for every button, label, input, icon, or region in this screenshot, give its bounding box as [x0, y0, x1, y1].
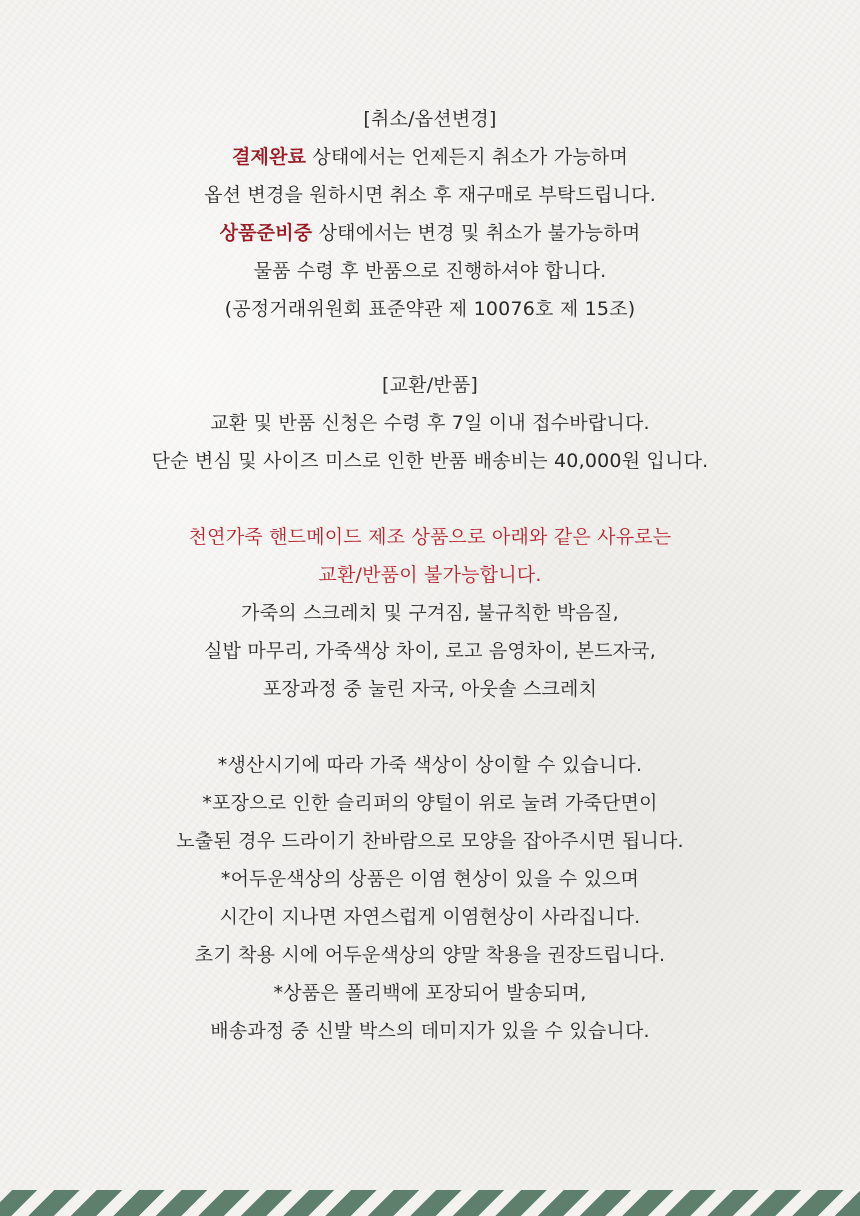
handmade-warning-2: 교환/반품이 불가능합니다.	[318, 564, 542, 586]
note-line-7: *상품은 폴리백에 포장되어 발송되며,	[273, 982, 587, 1004]
cancel-line-4: 물품 수령 후 반품으로 진행하셔야 합니다.	[253, 260, 607, 282]
defect-line-1: 가죽의 스크레치 및 구겨짐, 불규칙한 박음질,	[241, 602, 619, 624]
preparing-highlight: 상품준비중	[219, 222, 313, 244]
cancel-line-1	[0, 138, 860, 176]
exchange-line-2: 단순 변심 및 사이즈 미스로 인한 반품 배송비는 40,000원 입니다.	[151, 450, 709, 472]
cancel-option-heading: [취소/옵션변경]	[363, 108, 497, 130]
section-spacer	[0, 328, 860, 366]
note-line-2: *포장으로 인한 슬리퍼의 양털이 위로 눌려 가죽단면이	[202, 792, 658, 814]
section-spacer	[0, 480, 860, 518]
cancel-line-5: (공정거래위원회 표준약관 제 10076호 제 15조)	[224, 298, 636, 320]
note-line-5: 시간이 지나면 자연스럽게 이염현상이 사라집니다.	[219, 906, 641, 928]
handmade-warning-1: 천연가죽 핸드메이드 제조 상품으로 아래와 같은 사유로는	[188, 526, 672, 548]
note-line-6: 초기 착용 시에 어두운색상의 양말 착용을 권장드립니다.	[194, 944, 666, 966]
notice-content	[0, 100, 860, 1050]
cancel-line-3-text: 상태에서는 변경 및 취소가 불가능하며	[312, 222, 641, 244]
exchange-return-heading: [교환/반품]	[381, 374, 479, 396]
section-spacer	[0, 708, 860, 746]
note-line-3: 노출된 경우 드라이기 찬바람으로 모양을 잡아주시면 됩니다.	[176, 830, 684, 852]
payment-complete-highlight: 결제완료	[231, 146, 307, 168]
striped-border	[0, 1190, 860, 1216]
cancel-line-2: 옵션 변경을 원하시면 취소 후 재구매로 부탁드립니다.	[204, 184, 656, 206]
cancel-line-1-text: 상태에서는 언제든지 취소가 가능하며	[306, 146, 629, 168]
note-line-4: *어두운색상의 상품은 이염 현상이 있을 수 있으며	[220, 868, 640, 890]
note-line-8: 배송과정 중 신발 박스의 데미지가 있을 수 있습니다.	[210, 1020, 650, 1042]
defect-line-2: 실밥 마무리, 가죽색상 차이, 로고 음영차이, 본드자국,	[203, 640, 657, 662]
cancel-line-3	[0, 214, 860, 252]
note-line-1: *생산시기에 따라 가죽 색상이 상이할 수 있습니다.	[217, 754, 643, 776]
defect-line-3: 포장과정 중 눌린 자국, 아웃솔 스크레치	[262, 678, 598, 700]
exchange-line-1: 교환 및 반품 신청은 수령 후 7일 이내 접수바랍니다.	[210, 412, 650, 434]
